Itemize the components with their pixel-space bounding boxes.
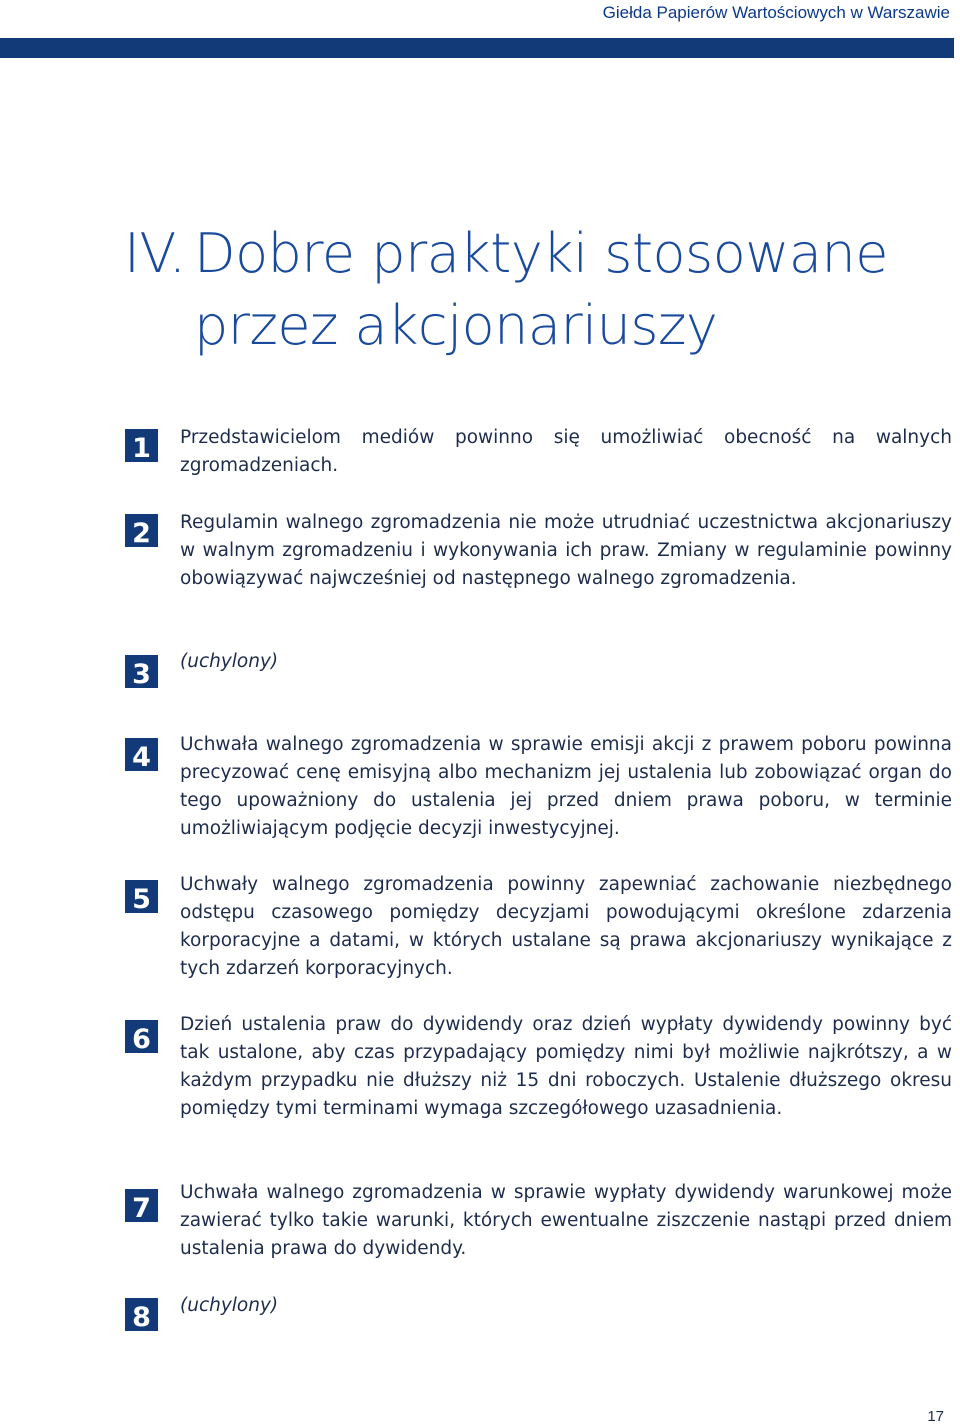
item-number-badge: 1 — [125, 429, 158, 462]
publication-title: Giełda Papierów Wartościowych w Warszawie — [602, 3, 950, 22]
item-text: Uchwały walnego zgromadzenia powinny zapewniać zachowanie niezbędnego odstępu czasowego pomiędzy decyzjami powodującymi określone zdarzenia korporacyjne a datami, w których ustalane są prawa akcjonariuszy wynikające z tych zdarzeń korporacyjnych. — [180, 874, 952, 979]
item-text: (uchylony) — [180, 1295, 279, 1316]
page-number: 17 — [927, 1408, 944, 1425]
chapter-number: IV. — [124, 222, 186, 285]
item-text: Dzień ustalenia praw do dywidendy oraz dzień wypłaty dywidendy powinny być tak ustalone, aby czas przypadający pomiędzy nimi był możliwie najkrótszy, a w każdym przypadku nie dłuższy niż 15 dni roboczych. Ustalenie dłuższego okresu pomiędzy tymi terminami wymaga szczegółowego uzasadnienia. — [180, 1014, 952, 1119]
chapter-title: Dobre praktyki stosowane przez akcjonariuszy — [194, 222, 888, 357]
item-number-badge: 4 — [125, 738, 158, 771]
header-rule — [0, 38, 954, 58]
item-number-badge: 2 — [125, 514, 158, 547]
item-number-badge: 8 — [125, 1298, 158, 1331]
item-text: Przedstawicielom mediów powinno się umożliwiać obecność na walnych zgromadzeniach. — [180, 427, 952, 476]
item-number-badge: 3 — [125, 655, 158, 688]
item-text: (uchylony) — [180, 651, 279, 672]
item-text: Regulamin walnego zgromadzenia nie może utrudniać uczestnictwa akcjonariuszy w walnym zgromadzeniu i wykonywania ich praw. Zmiany w regulaminie powinny obowiązywać najwcześniej od następnego walnego zgromadzenia. — [180, 512, 952, 589]
item-number-badge: 7 — [125, 1189, 158, 1222]
item-text: Uchwała walnego zgromadzenia w sprawie wypłaty dywidendy warunkowej może zawierać tylko takie warunki, których ewentualne ziszczenie nastąpi przed dniem ustalenia prawa do dywidendy. — [180, 1182, 952, 1259]
item-number-badge: 5 — [125, 880, 158, 913]
item-number-badge: 6 — [125, 1020, 158, 1053]
item-text: Uchwała walnego zgromadzenia w sprawie emisji akcji z prawem poboru powinna precyzować cenę emisyjną albo mechanizm jej ustalenia lub zobowiązać organ do tego upoważniony do ustalenia jej przed dniem prawa poboru, w terminie umożliwiającym podjęcie decyzji inwestycyjnej. — [180, 734, 952, 839]
